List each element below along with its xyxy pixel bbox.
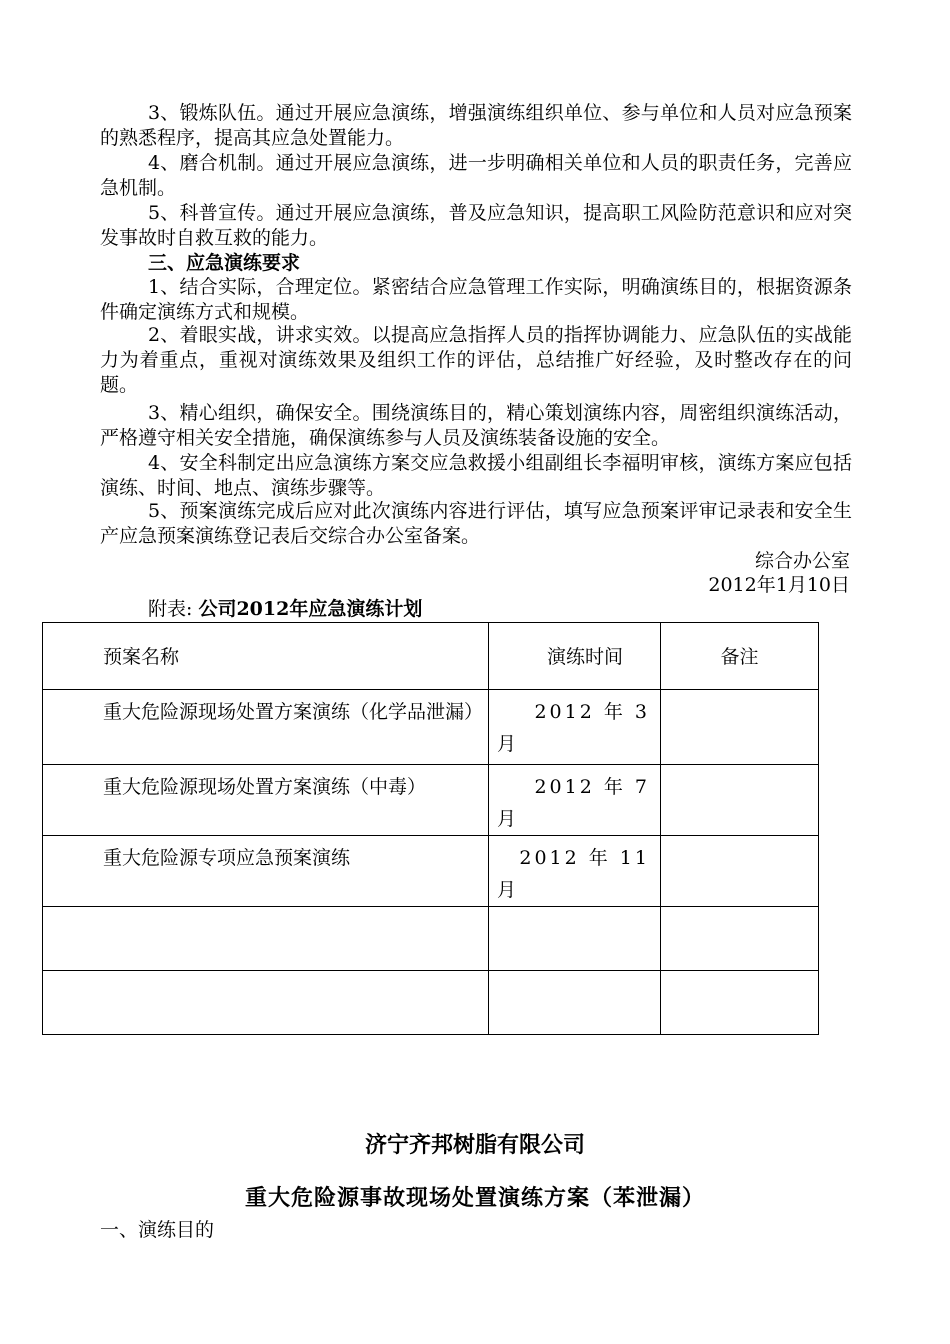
cell-empty (489, 907, 661, 971)
cell-plan-name: 重大危险源现场处置方案演练（化学品泄漏） (43, 690, 489, 765)
header-cell-note: 备注 (661, 623, 819, 690)
cell-drill-time: 2012 年 11 月 (489, 836, 661, 907)
cell-plan-name: 重大危险源专项应急预案演练 (43, 836, 489, 907)
header-cell-time: 演练时间 (489, 623, 661, 690)
cell-empty (661, 971, 819, 1035)
table-row-empty (43, 971, 819, 1035)
paragraph-requirement-2: 2、着眼实战，讲求实效。以提高应急指挥人员的指挥协调能力、应急队伍的实战能力为着重点，重视对演练效果及组织工作的评估，总结推广好经验，及时整改存在的问题。 (100, 324, 852, 396)
cell-empty (43, 907, 489, 971)
attachment-caption (148, 597, 422, 622)
attachment-prefix: 附表: (148, 598, 193, 620)
section-heading-purpose: 一、演练目的 (100, 1219, 215, 1241)
cell-plan-name: 重大危险源现场处置方案演练（中毒） (43, 765, 489, 836)
table-row-empty (43, 907, 819, 971)
table-header-row (43, 623, 819, 690)
table-row (43, 765, 819, 836)
company-name: 济宁齐邦树脂有限公司 (364, 1133, 585, 1158)
cell-note (661, 836, 819, 907)
paragraph-requirement-3: 3、精心组织，确保安全。围绕演练目的，精心策划演练内容，周密组织演练活动，严格遵守相关安全措施，确保演练参与人员及演练装备设施的安全。 (100, 402, 852, 449)
cell-empty (661, 907, 819, 971)
paragraph-education: 5、科普宣传。通过开展应急演练，普及应急知识，提高职工风险防范意识和应对突发事故时自救互救的能力。 (100, 202, 852, 249)
table-row (43, 836, 819, 907)
cell-note (661, 765, 819, 836)
paragraph-mechanism: 4、磨合机制。通过开展应急演练，进一步明确相关单位和人员的职责任务，完善应急机制。 (100, 152, 852, 199)
signature-date: 2012年1月10日 (708, 574, 850, 596)
section-heading-requirements: 三、应急演练要求 (148, 252, 301, 274)
cell-note (661, 690, 819, 765)
table-row (43, 690, 819, 765)
cell-empty (43, 971, 489, 1035)
cell-drill-time: 2012 年 3 月 (489, 690, 661, 765)
paragraph-requirement-4: 4、安全科制定出应急演练方案交应急救援小组副组长李福明审核，演练方案应包括演练、时间、地点、演练步骤等。 (100, 452, 852, 499)
paragraph-requirement-1: 1、结合实际，合理定位。紧密结合应急管理工作实际，明确演练目的，根据资源条件确定演练方式和规模。 (100, 276, 852, 323)
paragraph-train-team: 3、锻炼队伍。通过开展应急演练，增强演练组织单位、参与单位和人员对应急预案的熟悉程序，提高其应急处置能力。 (100, 102, 852, 149)
paragraph-requirement-5: 5、预案演练完成后应对此次演练内容进行评估，填写应急预案评审记录表和安全生产应急预案演练登记表后交综合办公室备案。 (100, 500, 852, 547)
cell-drill-time: 2012 年 7 月 (489, 765, 661, 836)
signature-office: 综合办公室 (754, 550, 850, 572)
header-cell-name: 预案名称 (43, 623, 489, 690)
plan-title: 重大危险源事故现场处置演练方案（苯泄漏） (244, 1186, 705, 1211)
cell-empty (489, 971, 661, 1035)
drill-plan-table (42, 622, 819, 1035)
attachment-title: 公司2012年应急演练计划 (198, 598, 423, 620)
